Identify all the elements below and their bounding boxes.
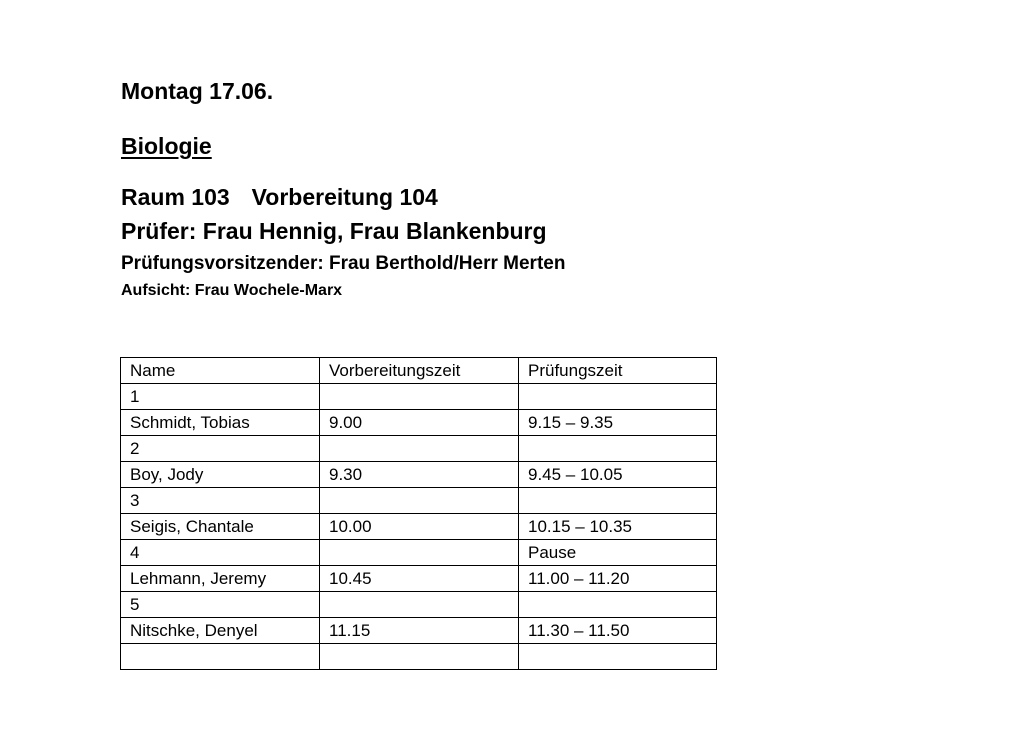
table-cell (519, 436, 717, 462)
table-cell (519, 592, 717, 618)
table-cell: 9.00 (320, 410, 519, 436)
table-cell (519, 384, 717, 410)
chair-line: Prüfungsvorsitzender: Frau Berthold/Herr Merten (121, 253, 566, 274)
room-line (121, 186, 438, 209)
table-row (121, 618, 717, 644)
table-header-row (121, 358, 717, 384)
table-row (121, 488, 717, 514)
table-cell: 9.30 (320, 462, 519, 488)
examiners-line: Prüfer: Frau Hennig, Frau Blankenburg (121, 218, 547, 244)
table-cell: 2 (121, 436, 320, 462)
table-cell: Schmidt, Tobias (121, 410, 320, 436)
table-row (121, 462, 717, 488)
table-cell: Boy, Jody (121, 462, 320, 488)
table-cell (320, 488, 519, 514)
column-header-preparation-time: Vorbereitungszeit (320, 358, 519, 384)
table-cell: Pause (519, 540, 717, 566)
table-row (121, 644, 717, 670)
table-cell (320, 644, 519, 670)
table-cell: 9.45 – 10.05 (519, 462, 717, 488)
table-cell (320, 384, 519, 410)
table-cell: 11.15 (320, 618, 519, 644)
table-cell: Lehmann, Jeremy (121, 566, 320, 592)
room-label: Raum 103 (121, 184, 230, 210)
date-heading: Montag 17.06. (121, 78, 274, 104)
subject-heading: Biologie (121, 133, 212, 159)
table-cell: 10.45 (320, 566, 519, 592)
table-row (121, 410, 717, 436)
table-cell (320, 592, 519, 618)
table-cell (320, 436, 519, 462)
column-header-exam-time: Prüfungszeit (519, 358, 717, 384)
table-row (121, 566, 717, 592)
table-cell (320, 540, 519, 566)
table-cell (519, 644, 717, 670)
table-cell: Nitschke, Denyel (121, 618, 320, 644)
table-cell (519, 488, 717, 514)
table-cell: 4 (121, 540, 320, 566)
table-cell (121, 644, 320, 670)
table-row (121, 436, 717, 462)
table-cell: 3 (121, 488, 320, 514)
table-cell: 9.15 – 9.35 (519, 410, 717, 436)
supervision-line: Aufsicht: Frau Wochele-Marx (121, 282, 343, 299)
table-row (121, 384, 717, 410)
table-cell: 10.15 – 10.35 (519, 514, 717, 540)
table-cell: 1 (121, 384, 320, 410)
table-cell: 10.00 (320, 514, 519, 540)
table-cell: 5 (121, 592, 320, 618)
table-row (121, 514, 717, 540)
table-cell: 11.30 – 11.50 (519, 618, 717, 644)
table-cell: 11.00 – 11.20 (519, 566, 717, 592)
table-cell: Seigis, Chantale (121, 514, 320, 540)
preparation-room-label: Vorbereitung 104 (251, 184, 438, 210)
table-row (121, 592, 717, 618)
column-header-name: Name (121, 358, 320, 384)
schedule-table (120, 357, 717, 670)
table-row (121, 540, 717, 566)
